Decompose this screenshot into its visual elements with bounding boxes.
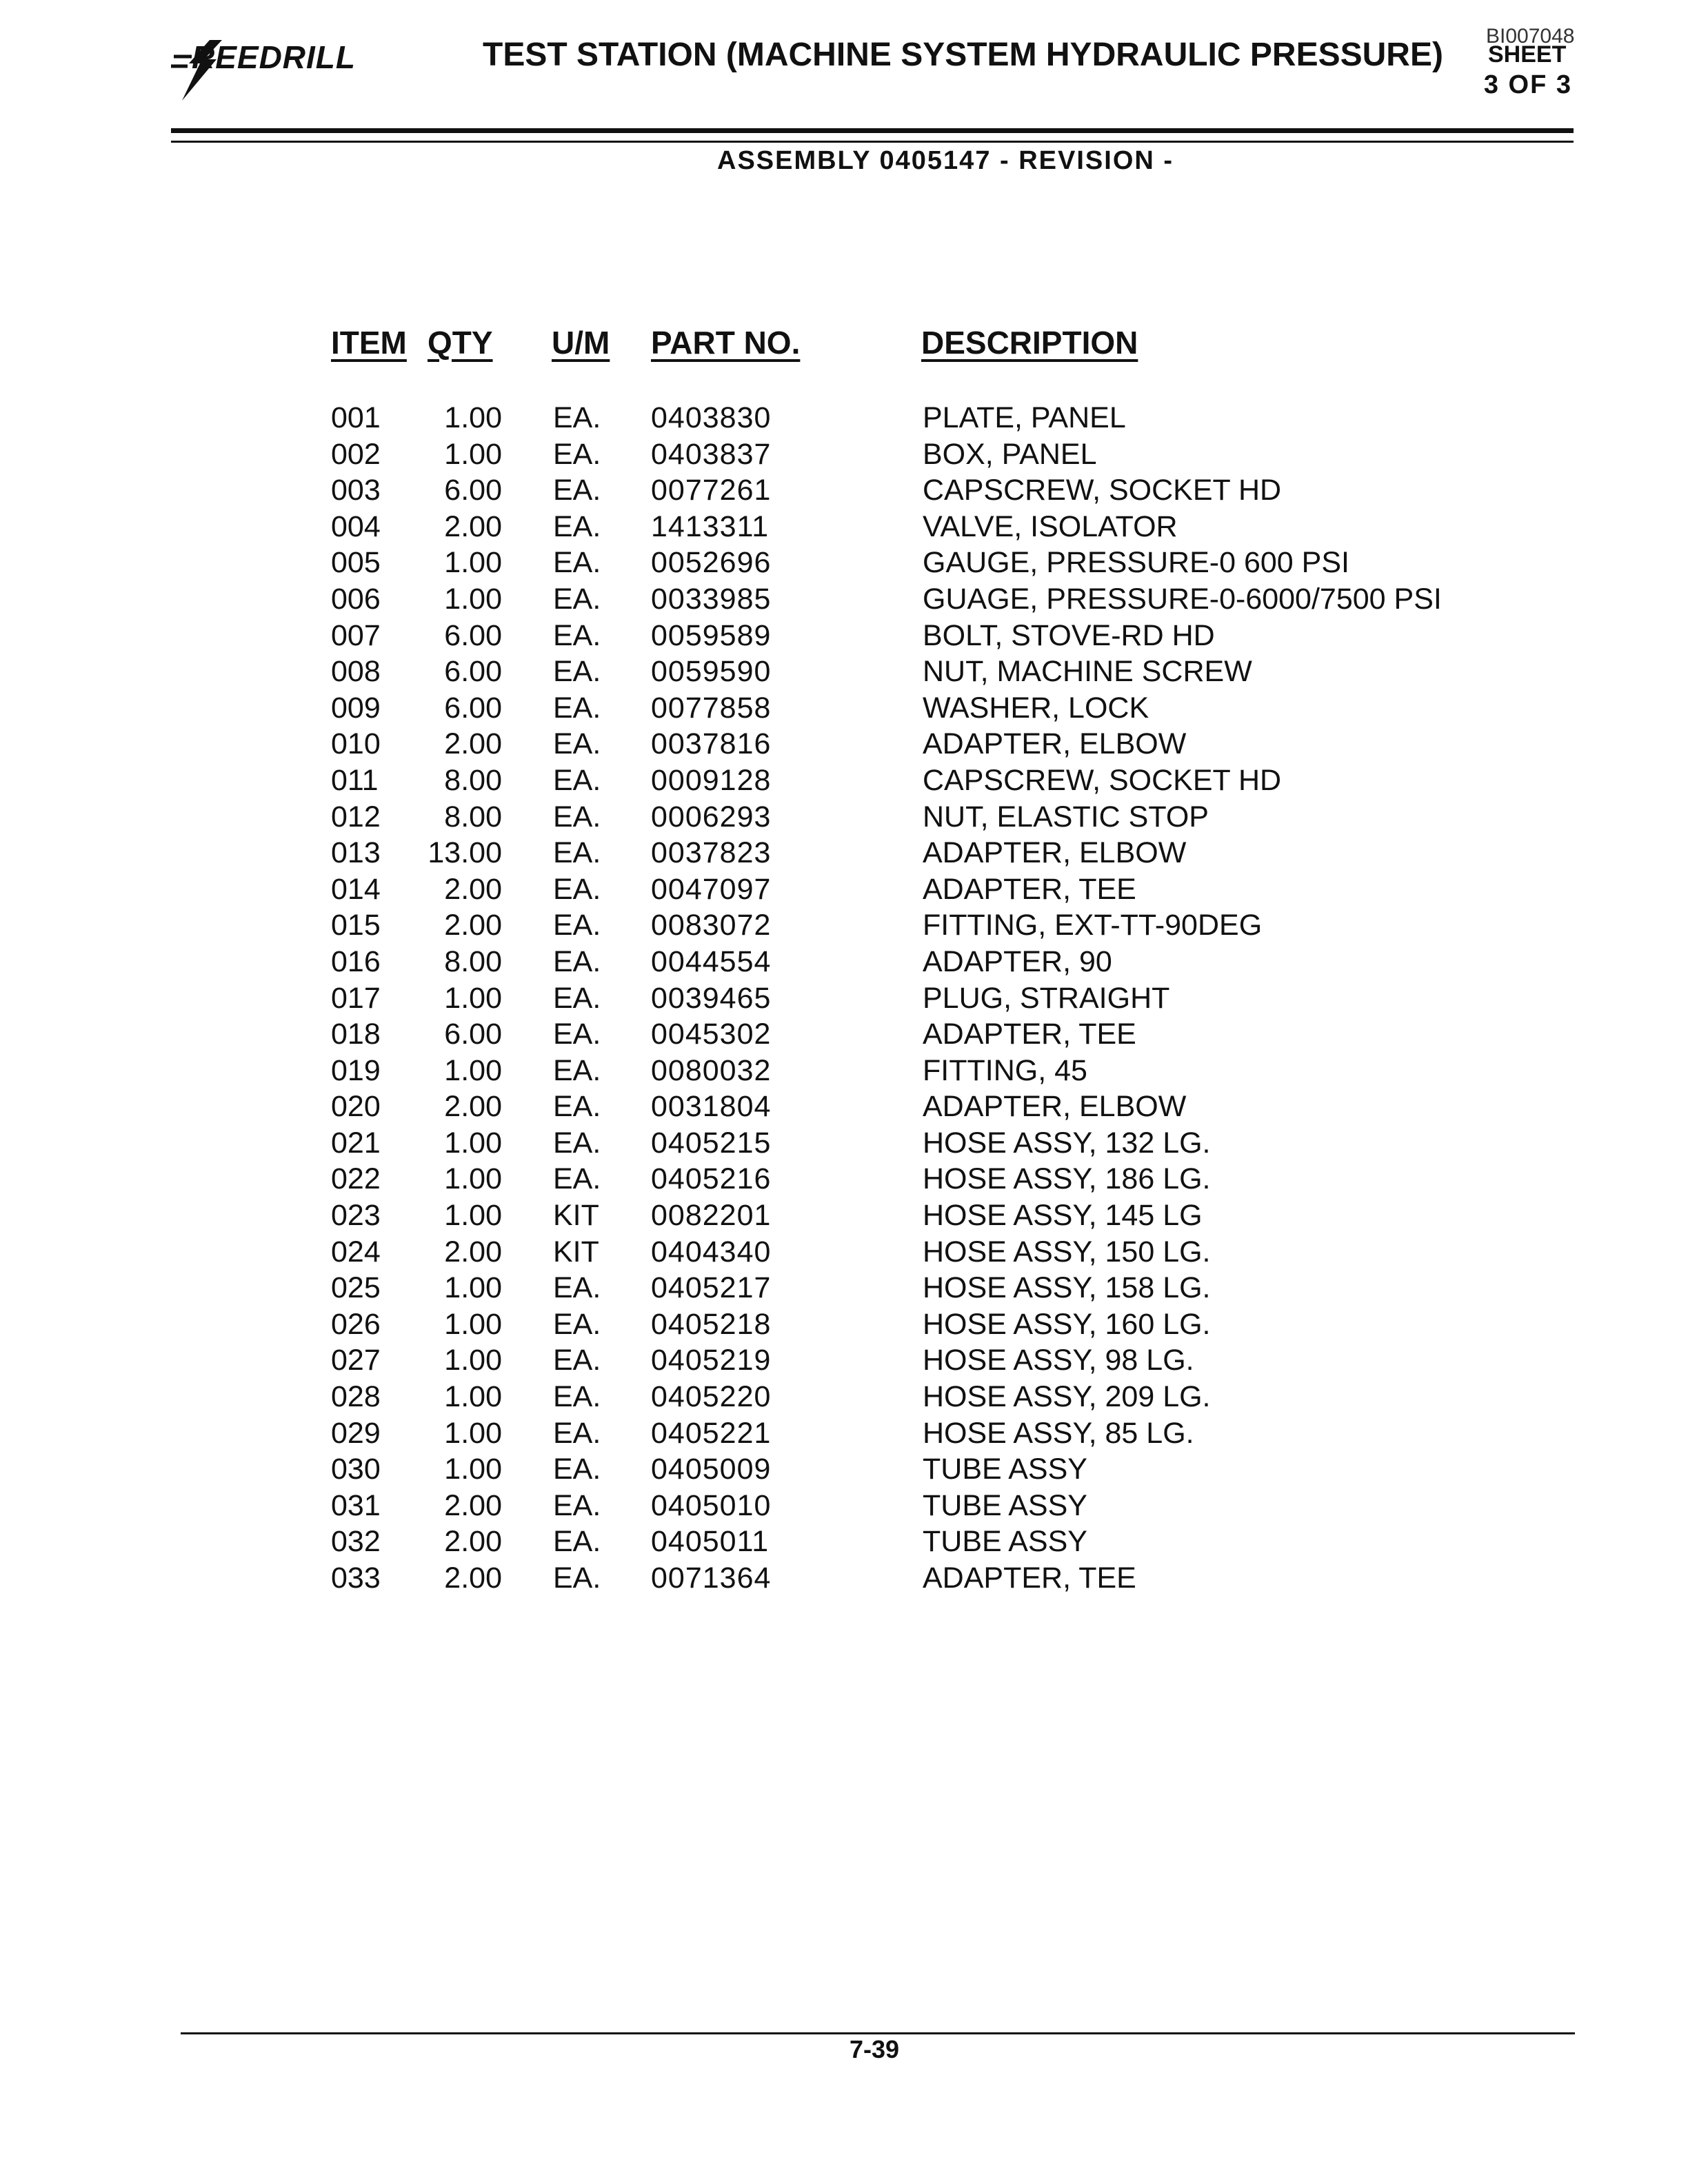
part-description: PLATE, PANEL (923, 401, 1126, 434)
unit-of-measure: EA. (553, 618, 601, 652)
part-description: GAUGE, PRESSURE-0 600 PSI (923, 546, 1349, 580)
column-header-item: ITEM (331, 325, 407, 361)
part-number: 0059589 (651, 618, 772, 652)
part-description: BOX, PANEL (923, 437, 1097, 471)
table-row (0, 401, 1688, 438)
part-number: 0039465 (651, 981, 772, 1015)
table-row (0, 474, 1688, 510)
item-number: 030 (331, 1453, 381, 1486)
unit-of-measure: EA. (553, 437, 601, 471)
item-number: 001 (331, 401, 381, 434)
column-header-um: U/M (552, 325, 610, 361)
part-description: ADAPTER, TEE (923, 1018, 1136, 1051)
unit-of-measure: EA. (553, 1090, 601, 1124)
item-number: 010 (331, 727, 381, 761)
unit-of-measure: EA. (553, 1416, 601, 1450)
unit-of-measure: EA. (553, 655, 601, 689)
part-number: 0037823 (651, 836, 772, 870)
unit-of-measure: EA. (553, 1380, 601, 1414)
table-row (0, 691, 1688, 728)
page-title: TEST STATION (MACHINE SYSTEM HYDRAULIC PRESSURE) (483, 37, 1443, 73)
logo-wordmark: REEDRILL (192, 39, 356, 75)
table-row (0, 1090, 1688, 1126)
part-number: 0006293 (651, 800, 772, 833)
quantity: 2.00 (444, 727, 502, 761)
item-number: 012 (331, 800, 381, 833)
part-number: 0031804 (651, 1090, 772, 1124)
part-number: 0009128 (651, 763, 772, 797)
table-row (0, 873, 1688, 909)
part-description: CAPSCREW, SOCKET HD (923, 763, 1282, 797)
table-row (0, 945, 1688, 982)
table-row (0, 909, 1688, 945)
quantity: 6.00 (444, 655, 502, 689)
part-number: 0044554 (651, 944, 772, 978)
quantity: 1.00 (444, 981, 502, 1015)
part-description: CAPSCREW, SOCKET HD (923, 474, 1282, 507)
unit-of-measure: EA. (553, 1453, 601, 1486)
quantity: 2.00 (444, 1525, 502, 1559)
quantity: 8.00 (444, 763, 502, 797)
part-description: VALVE, ISOLATOR (923, 509, 1178, 543)
table-row (0, 1561, 1688, 1598)
quantity: 2.00 (444, 909, 502, 942)
part-description: ADAPTER, TEE (923, 872, 1136, 906)
document-id: BI007048 (1486, 25, 1575, 48)
item-number: 013 (331, 836, 381, 870)
quantity: 2.00 (444, 509, 502, 543)
unit-of-measure: EA. (553, 582, 601, 616)
part-number: 0077261 (651, 474, 772, 507)
item-number: 029 (331, 1416, 381, 1450)
table-row (0, 1525, 1688, 1561)
part-description: HOSE ASSY, 145 LG (923, 1199, 1203, 1233)
part-description: TUBE ASSY (923, 1488, 1087, 1522)
table-row (0, 1271, 1688, 1308)
table-row (0, 800, 1688, 837)
unit-of-measure: EA. (553, 1018, 601, 1051)
quantity: 6.00 (444, 618, 502, 652)
item-number: 018 (331, 1018, 381, 1051)
item-number: 022 (331, 1162, 381, 1196)
part-number: 0405219 (651, 1344, 772, 1377)
unit-of-measure: EA. (553, 836, 601, 870)
item-number: 017 (331, 981, 381, 1015)
quantity: 1.00 (444, 1053, 502, 1087)
unit-of-measure: EA. (553, 800, 601, 833)
quantity: 6.00 (444, 691, 502, 725)
table-row (0, 836, 1688, 873)
part-number: 0033985 (651, 582, 772, 616)
quantity: 1.00 (444, 1271, 502, 1305)
footer-divider (181, 2032, 1575, 2034)
table-row (0, 510, 1688, 547)
column-header-part-no: PART NO. (651, 325, 801, 361)
part-number: 0059590 (651, 655, 772, 689)
table-row (0, 583, 1688, 619)
quantity: 2.00 (444, 872, 502, 906)
unit-of-measure: EA. (553, 944, 601, 978)
table-row (0, 1344, 1688, 1380)
part-description: TUBE ASSY (923, 1525, 1087, 1559)
part-number: 0405010 (651, 1488, 772, 1522)
item-number: 028 (331, 1380, 381, 1414)
part-description: HOSE ASSY, 150 LG. (923, 1235, 1211, 1268)
part-description: HOSE ASSY, 132 LG. (923, 1126, 1211, 1160)
table-row (0, 1235, 1688, 1272)
part-number: 0052696 (651, 546, 772, 580)
item-number: 023 (331, 1199, 381, 1233)
item-number: 011 (331, 763, 379, 797)
quantity: 2.00 (444, 1488, 502, 1522)
part-description: ADAPTER, 90 (923, 944, 1112, 978)
table-row (0, 1199, 1688, 1235)
part-number: 0047097 (651, 872, 772, 906)
item-number: 007 (331, 618, 381, 652)
part-number: 0405009 (651, 1453, 772, 1486)
unit-of-measure: EA. (553, 1162, 601, 1196)
part-description: WASHER, LOCK (923, 691, 1149, 725)
part-number: 0404340 (651, 1235, 772, 1268)
part-description: NUT, ELASTIC STOP (923, 800, 1209, 833)
item-number: 026 (331, 1307, 381, 1341)
item-number: 031 (331, 1488, 381, 1522)
header-divider-thin (171, 141, 1574, 143)
quantity: 8.00 (444, 944, 502, 978)
part-description: NUT, MACHINE SCREW (923, 655, 1252, 689)
table-row (0, 1054, 1688, 1091)
unit-of-measure: EA. (553, 872, 601, 906)
quantity: 1.00 (444, 1344, 502, 1377)
part-number: 0403830 (651, 401, 772, 434)
quantity: 1.00 (444, 1162, 502, 1196)
table-row (0, 1417, 1688, 1453)
item-number: 025 (331, 1271, 381, 1305)
item-number: 002 (331, 437, 381, 471)
item-number: 024 (331, 1235, 381, 1268)
unit-of-measure: KIT (553, 1199, 599, 1233)
table-row (0, 1489, 1688, 1526)
part-description: FITTING, EXT-TT-90DEG (923, 909, 1263, 942)
header-divider (171, 128, 1574, 133)
item-number: 003 (331, 474, 381, 507)
quantity: 1.00 (444, 1126, 502, 1160)
part-number: 1413311 (651, 509, 770, 543)
quantity: 6.00 (444, 1018, 502, 1051)
part-number: 0405215 (651, 1126, 772, 1160)
table-row (0, 438, 1688, 474)
unit-of-measure: KIT (553, 1235, 599, 1268)
part-number: 0405218 (651, 1307, 772, 1341)
part-description: BOLT, STOVE-RD HD (923, 618, 1215, 652)
item-number: 006 (331, 582, 381, 616)
part-number: 0082201 (651, 1199, 772, 1233)
quantity: 2.00 (444, 1090, 502, 1124)
page-number: 7-39 (850, 2035, 900, 2063)
item-number: 021 (331, 1126, 381, 1160)
table-row (0, 727, 1688, 764)
part-description: TUBE ASSY (923, 1453, 1087, 1486)
unit-of-measure: EA. (553, 1053, 601, 1087)
unit-of-measure: EA. (553, 691, 601, 725)
unit-of-measure: EA. (553, 401, 601, 434)
unit-of-measure: EA. (553, 1525, 601, 1559)
unit-of-measure: EA. (553, 1307, 601, 1341)
unit-of-measure: EA. (553, 1488, 601, 1522)
quantity: 1.00 (444, 1307, 502, 1341)
quantity: 1.00 (444, 1453, 502, 1486)
table-row (0, 1162, 1688, 1199)
quantity: 8.00 (444, 800, 502, 833)
part-description: HOSE ASSY, 186 LG. (923, 1162, 1211, 1196)
part-number: 0077858 (651, 691, 772, 725)
quantity: 13.00 (428, 836, 502, 870)
part-description: HOSE ASSY, 98 LG. (923, 1344, 1194, 1377)
unit-of-measure: EA. (553, 981, 601, 1015)
quantity: 1.00 (444, 437, 502, 471)
part-number: 0037816 (651, 727, 772, 761)
part-description: GUAGE, PRESSURE-0-6000/7500 PSI (923, 582, 1442, 616)
item-number: 027 (331, 1344, 381, 1377)
unit-of-measure: EA. (553, 909, 601, 942)
quantity: 1.00 (444, 582, 502, 616)
table-row (0, 1018, 1688, 1054)
item-number: 009 (331, 691, 381, 725)
table-row (0, 1453, 1688, 1489)
part-number: 0403837 (651, 437, 772, 471)
part-number: 0405221 (651, 1416, 772, 1450)
table-row (0, 982, 1688, 1018)
part-number: 0405011 (651, 1525, 770, 1559)
item-number: 032 (331, 1525, 381, 1559)
part-number: 0083072 (651, 909, 772, 942)
item-number: 016 (331, 944, 381, 978)
part-number: 0080032 (651, 1053, 772, 1087)
table-row (0, 1308, 1688, 1344)
quantity: 1.00 (444, 546, 502, 580)
item-number: 005 (331, 546, 381, 580)
part-description: ADAPTER, TEE (923, 1561, 1136, 1595)
quantity: 1.00 (444, 1380, 502, 1414)
unit-of-measure: EA. (553, 474, 601, 507)
part-description: HOSE ASSY, 158 LG. (923, 1271, 1211, 1305)
unit-of-measure: EA. (553, 1126, 601, 1160)
unit-of-measure: EA. (553, 509, 601, 543)
quantity: 6.00 (444, 474, 502, 507)
unit-of-measure: EA. (553, 1344, 601, 1377)
table-row (0, 764, 1688, 800)
item-number: 015 (331, 909, 381, 942)
item-number: 020 (331, 1090, 381, 1124)
unit-of-measure: EA. (553, 763, 601, 797)
item-number: 014 (331, 872, 381, 906)
unit-of-measure: EA. (553, 1561, 601, 1595)
item-number: 019 (331, 1053, 381, 1087)
company-logo (168, 36, 396, 105)
part-description: ADAPTER, ELBOW (923, 1090, 1187, 1124)
quantity: 1.00 (444, 1199, 502, 1233)
quantity: 1.00 (444, 1416, 502, 1450)
part-description: FITTING, 45 (923, 1053, 1087, 1087)
part-number: 0405220 (651, 1380, 772, 1414)
part-description: PLUG, STRAIGHT (923, 981, 1170, 1015)
part-description: HOSE ASSY, 209 LG. (923, 1380, 1211, 1414)
quantity: 2.00 (444, 1561, 502, 1595)
item-number: 008 (331, 655, 381, 689)
unit-of-measure: EA. (553, 1271, 601, 1305)
part-description: HOSE ASSY, 85 LG. (923, 1416, 1194, 1450)
assembly-revision: ASSEMBLY 0405147 - REVISION - (717, 146, 1174, 175)
unit-of-measure: EA. (553, 546, 601, 580)
part-number: 0071364 (651, 1561, 772, 1595)
part-number: 0405216 (651, 1162, 772, 1196)
item-number: 004 (331, 509, 381, 543)
item-number: 033 (331, 1561, 381, 1595)
part-description: HOSE ASSY, 160 LG. (923, 1307, 1211, 1341)
unit-of-measure: EA. (553, 727, 601, 761)
quantity: 2.00 (444, 1235, 502, 1268)
table-row (0, 655, 1688, 691)
column-header-description: DESCRIPTION (921, 325, 1138, 361)
quantity: 1.00 (444, 401, 502, 434)
table-row (0, 1380, 1688, 1417)
part-description: ADAPTER, ELBOW (923, 727, 1187, 761)
part-description: ADAPTER, ELBOW (923, 836, 1187, 870)
sheet-number: 3 OF 3 (1483, 70, 1572, 99)
sheet-label: SHEET (1488, 41, 1567, 68)
table-row (0, 546, 1688, 583)
column-header-qty: QTY (428, 325, 493, 361)
part-number: 0405217 (651, 1271, 772, 1305)
parts-list (0, 401, 1688, 1598)
part-number: 0045302 (651, 1018, 772, 1051)
table-row (0, 619, 1688, 656)
table-row (0, 1126, 1688, 1163)
